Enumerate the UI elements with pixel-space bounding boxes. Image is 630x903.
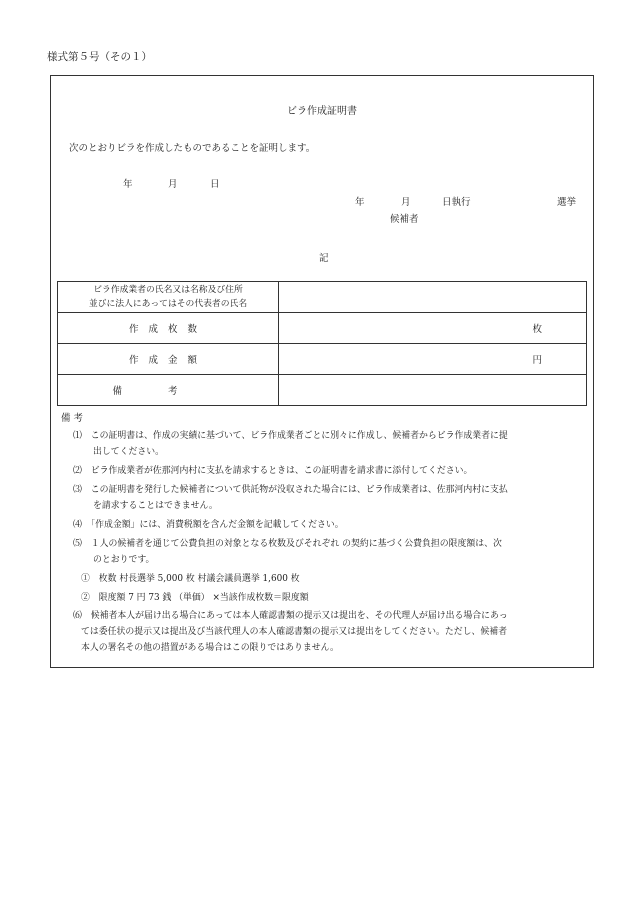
date-day: 日 (210, 179, 220, 190)
notes-heading: 備 考 (61, 413, 84, 424)
details-table (57, 281, 587, 406)
note-1-line-1: ⑴ この証明書は、作成の実績に基づいて、ビラ作成業者ごとに別々に作成し、候補者からビラ作成業者に提 (73, 431, 508, 441)
date-year: 年 (123, 179, 133, 190)
date-month: 月 (168, 179, 178, 190)
vendor-value-cell[interactable] (279, 282, 587, 313)
intro-text: 次のとおりビラを作成したものであることを証明します。 (69, 143, 316, 154)
note-6-line-3: 本人の署名その他の措置がある場合はこの限りではありません。 (81, 643, 339, 653)
remarks-label: 備考 (58, 375, 279, 406)
note-2: ⑵ ビラ作成業者が佐那河内村に支払を請求するときは、この証明書を請求書に添付してください。 (73, 466, 473, 476)
vendor-label-line2: 並びに法人にあってはその代表者の氏名 (88, 299, 248, 309)
note-5-item-2: ② 限度額 7 円 73 銭 （単価） ×当該作成枚数＝限度額 (81, 593, 309, 603)
remarks-value-cell[interactable] (279, 375, 587, 406)
note-3-line-1: ⑶ この証明書を発行した候補者について供託物が没収された場合には、ビラ作成業者は、佐那河内村に支払 (73, 485, 508, 495)
note-6-line-2: ては委任状の提示又は提出及び当該代理人の本人確認書類の提示又は提出をしてください。ただし、候補者 (81, 627, 507, 637)
vendor-label-line1: ビラ作成業者の氏名又は名称及び住所 (93, 285, 243, 295)
candidate-label: 候補者 (390, 214, 419, 225)
note-5-item-1: ① 枚数 村長選挙 5,000 枚 村議会議員選挙 1,600 枚 (81, 574, 300, 584)
note-6-line-1: ⑹ 候補者本人が届け出る場合にあっては本人確認書類の提示又は提出を、その代理人が届け出る場合にあっ (73, 611, 508, 621)
form-number: 様式第５号（その１） (47, 51, 152, 63)
table-row (58, 313, 587, 344)
amount-unit: 円 (279, 344, 587, 375)
note-5-line-2: のとおりです。 (93, 555, 155, 565)
table-row (58, 375, 587, 406)
amount-label: 作成金額 (58, 344, 279, 375)
election-year: 年 (355, 197, 365, 208)
note-5-line-1: ⑸ １人の候補者を通じて公費負担の対象となる枚数及びそれぞれ の契約に基づく公費負担の限度額は、次 (73, 539, 502, 549)
election-executed: 日執行 (442, 197, 471, 208)
vendor-label (58, 282, 279, 313)
table-row (58, 344, 587, 375)
document-title: ビラ作成証明書 (287, 106, 357, 117)
election-month: 月 (401, 197, 411, 208)
quantity-unit: 枚 (279, 313, 587, 344)
note-3-line-2: を請求することはできません。 (93, 501, 218, 511)
election-kind: 選挙 (557, 197, 577, 208)
ki-heading: 記 (319, 253, 329, 264)
note-4: ⑷ 「作成金額」には、消費税額を含んだ金額を記載してください。 (73, 520, 344, 530)
note-1-line-2: 出してください。 (93, 447, 164, 457)
quantity-label: 作成枚数 (58, 313, 279, 344)
table-row (58, 282, 587, 313)
